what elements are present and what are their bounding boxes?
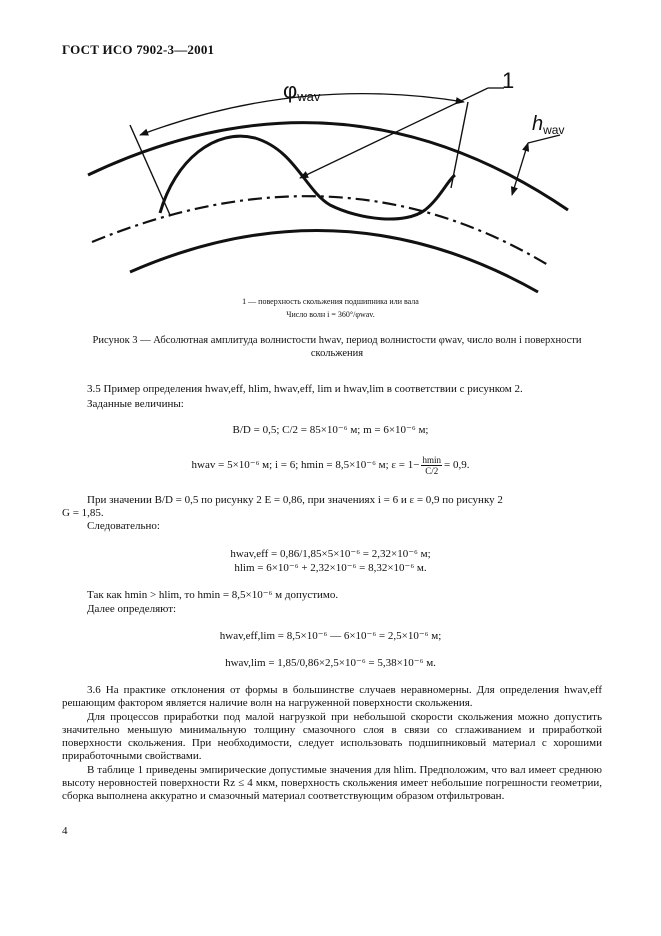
epsilon-fraction: $\frac{hmin}{C/2}$ xyxy=(422,455,441,476)
equation-h-wav-lim: hwav,lim = 1,85/0,86×2,5×10⁻⁶ = 5,38×10⁻⁶ м. xyxy=(225,657,436,669)
figure-caption-line-1: Рисунок 3 — Абсолютная амплитуда волнистости hwav, период волнистости φwav, число волн i поверхности xyxy=(92,335,582,346)
since-statement: Так как hmin > hlim, то hmin = 8,5×10⁻⁶ м допустимо. xyxy=(87,589,339,601)
equation-h-wav-eff: hwav,eff = 0,86/1,85×5×10⁻⁶ = 2,32×10⁻⁶ м; xyxy=(230,548,431,560)
figure-legend-line-1: 1 — поверхность скольжения подшипника или вала xyxy=(242,297,419,306)
paragraph-chart-values-line-1: При значении B/D = 0,5 по рисунку 2 E = 0,86, при значениях i = 6 и ε = 0,9 по рисунку 2 xyxy=(87,494,503,506)
page-number: 4 xyxy=(62,825,68,837)
given-values-label: Заданные величины: xyxy=(87,398,184,410)
equation-h-lim: hlim = 6×10⁻⁶ + 2,32×10⁻⁶ = 8,32×10⁻⁶ м. xyxy=(234,562,427,574)
section-3-6-paragraph-1: 3.6 На практике отклонения от формы в большинстве случаев неравномерны. Для определения hwav,eff решающим фактором является наличие волн на нагруженной поверхности скольжения. xyxy=(62,684,602,709)
section-3-6-paragraph-3: В таблице 1 приведены эмпирические допустимые значения для hlim. Предположим, что вал имеет среднюю высоту неровностей поверхности Rz ≤ 4 мкм, поверхность скольжения имеет небольшие погрешности геометрии, сборка выполнена аккуратно и смазочный материал соответствующим образом отфильтрован. xyxy=(62,764,602,802)
paragraph-chart-values-line-2: G = 1,85. xyxy=(62,507,104,519)
phi-wav-label: φwav xyxy=(283,78,321,104)
shaft-surface-arc xyxy=(130,231,538,292)
h-wav-label: $h_{wav}$ xyxy=(532,113,565,137)
amplitude-arrow xyxy=(512,143,528,195)
figure-caption-line-2: скольжения xyxy=(310,348,364,359)
period-boundary-left xyxy=(130,125,170,215)
period-boundary-right xyxy=(451,102,468,188)
figure-waviness-diagram xyxy=(0,60,661,300)
outer-surface-arc xyxy=(88,123,568,210)
therefore-label: Следовательно: xyxy=(87,520,160,532)
section-3-6-paragraph-2: Для процессов приработки под малой нагрузкой при небольшой скорости скольжения можно допустить значительно меньшую минимальную толщину смазочного слоя в связи со сглаживанием и приработкой поверхности скольжения. При необходимости, следует использовать подшипниковый материал с хорошими приработочными свойствами. xyxy=(62,711,602,762)
leader-line-1 xyxy=(300,88,488,178)
equation-given-2-left: hwav = 5×10⁻⁶ м; i = 6; hmin = 8,5×10⁻⁶ м; ε = 1− xyxy=(191,459,420,472)
section-3-5-heading: 3.5 Пример определения hwav,eff, hlim, hwav,eff, lim и hwav,lim в соответствии с рисунком 2. xyxy=(87,383,523,395)
equation-given-1: B/D = 0,5; C/2 = 85×10⁻⁶ м; m = 6×10⁻⁶ м; xyxy=(232,424,429,436)
equation-given-2 xyxy=(0,455,661,476)
figure-legend-line-2: Число волн i = 360°/φwav. xyxy=(286,310,375,319)
surface-label-1: 1 xyxy=(502,68,515,93)
further-label: Далее определяют: xyxy=(87,603,177,615)
equation-given-2-right: = 0,9. xyxy=(443,459,470,472)
equation-h-wav-eff-lim: hwav,eff,lim = 8,5×10⁻⁶ — 6×10⁻⁶ = 2,5×10⁻⁶ м; xyxy=(219,630,442,642)
document-header: ГОСТ ИСО 7902-3—2001 xyxy=(62,42,215,57)
